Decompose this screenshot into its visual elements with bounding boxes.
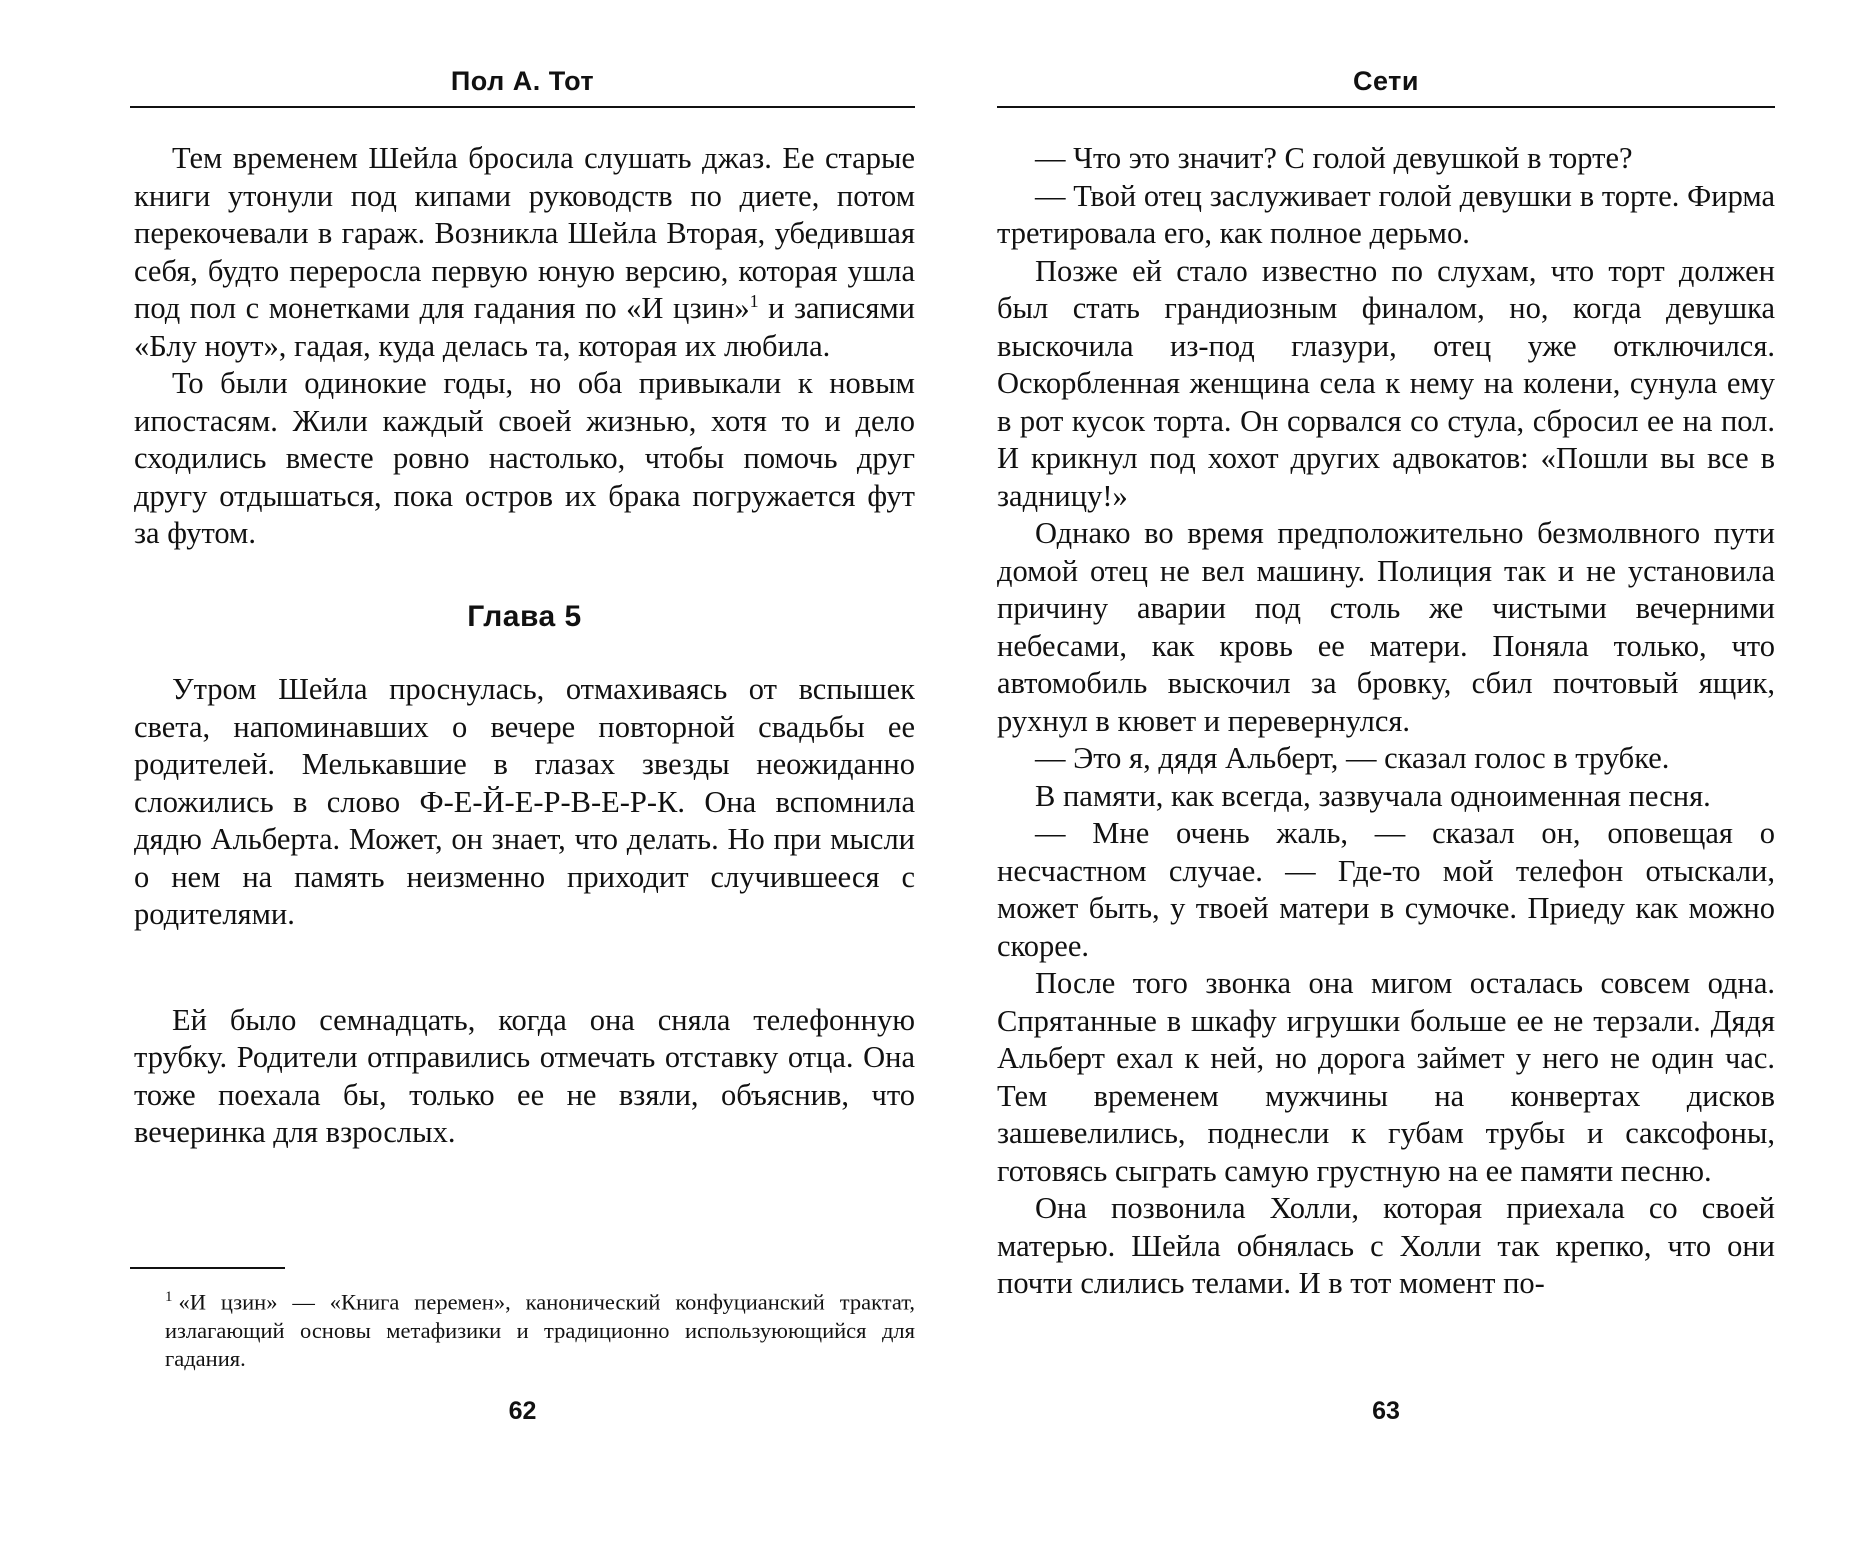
footnote xyxy=(165,1283,915,1373)
paragraph: После того звонка она мигом осталась совсем одна. Спрятанные в шкафу игрушки больше ее не терзали. Дядя Альберт ехал к ней, но дорога займет у него не один час. Тем временем мужчины на конвертах дисков зашевелились, поднесли к губам трубы и саксофоны, готовясь сыграть самую грустную на ее памяти песню. xyxy=(997,966,1775,1188)
footnote-reference: 1 xyxy=(749,290,759,311)
paragraph: Однако во время предположительно безмолвного пути домой отец не вел машину. Полиция так и не установила причину аварии под столь же чистыми вечерними небесами, как кровь ее матери. Поняла только, что автомобиль выскочил за бровку, сбил почтовый ящик, рухнул в кювет и перевернулся. xyxy=(997,516,1775,738)
paragraph: То были одинокие годы, но оба привыкали к новым ипостасям. Жили каждый своей жизнью, хотя то и дело сходились вместе ровно настолько, чтобы помочь друг другу отдышаться, пока остров их брака погружается фут за футом. xyxy=(134,366,915,550)
scene-break xyxy=(134,934,915,1002)
running-head-author: Пол А. Тот xyxy=(450,66,595,96)
paragraph: Позже ей стало известно по слухам, что торт должен был стать грандиозным финалом, но, когда девушка выскочила из-под глазури, отец уже отключился. Оскорбленная женщина села к нему на колени, сунула ему в рот кусок торта. Он сорвался со стула, сбросил ее на пол. И крикнул под хохот других адвокатов: «Пошли вы все в задницу!» xyxy=(997,253,1775,513)
paragraph xyxy=(134,140,915,365)
paragraph-text: и записями «Блу ноут», гадая, куда делась та, которая их любила. xyxy=(134,291,915,363)
paragraph: — Твой отец заслуживает голой девушки в торте. Фирма третировала его, как полное дерьмо. xyxy=(997,178,1775,250)
chapter-title: Глава 5 xyxy=(467,599,582,633)
footnote-number: 1 xyxy=(165,1289,173,1305)
paragraph: В памяти, как всегда, зазвучала одноименная песня. xyxy=(1035,778,1711,813)
paragraph: — Мне очень жаль, — сказал он, оповещая о несчастном случае. — Где-то мой телефон отыскали, может быть, у твоей матери в сумочке. Приеду как можно скорее. xyxy=(997,816,1775,963)
right-body-text xyxy=(997,140,1775,1303)
running-head-title: Сети xyxy=(1353,66,1419,96)
footnote-text: «И цзин» — «Книга перемен», канонический конфуцианский трактат, излагающий основы метафизики и традиционно используюющийся для гадания. xyxy=(165,1289,915,1371)
chapter-paragraph: Утром Шейла проснулась, отмахиваясь от вспышек света, напоминавших о вечере повторной свадьбы ее родителей. Мелькавшие в глазах звезды неожиданно сложились в слово Ф-Е-Й-Е-Р-В-Е-Р-К. Она вспомнила дядю Альберта. Может, он знает, что делать. Но при мысли о нем на память неизменно приходит случившееся с родителями. xyxy=(134,672,915,931)
right-page xyxy=(997,0,1775,1548)
paragraph: — Это я, дядя Альберт, — сказал голос в трубке. xyxy=(1035,741,1670,775)
footnote-rule xyxy=(130,1267,285,1269)
page-number: 62 xyxy=(508,1397,537,1425)
paragraph: Она позвонила Холли, которая приехала со своей матерью. Шейла обнялась с Холли так крепко, что они почти слились телами. И в тот момент по- xyxy=(997,1191,1775,1300)
left-page xyxy=(130,0,915,1548)
header-rule xyxy=(997,106,1775,108)
left-body-text xyxy=(134,140,915,1152)
paragraph: — Что это значит? С голой девушкой в торте? xyxy=(1035,141,1633,175)
paragraph-text: Тем временем Шейла бросила слушать джаз. Ее старые книги утонули под кипами руководств по диете, потом перекочевали в гараж. Возникла Шейла Вторая, убедившая себя, будто переросла первую юную версию, которая ушла под пол с монетками для гадания по «И цзин» xyxy=(134,141,915,325)
page-number: 63 xyxy=(1372,1397,1400,1425)
header-rule xyxy=(130,106,915,108)
section-paragraph: Ей было семнадцать, когда она сняла телефонную трубку. Родители отправились отмечать отставку отца. Она тоже поехала бы, только ее не взяли, объяснив, что вечеринка для взрослых. xyxy=(134,1002,915,1149)
